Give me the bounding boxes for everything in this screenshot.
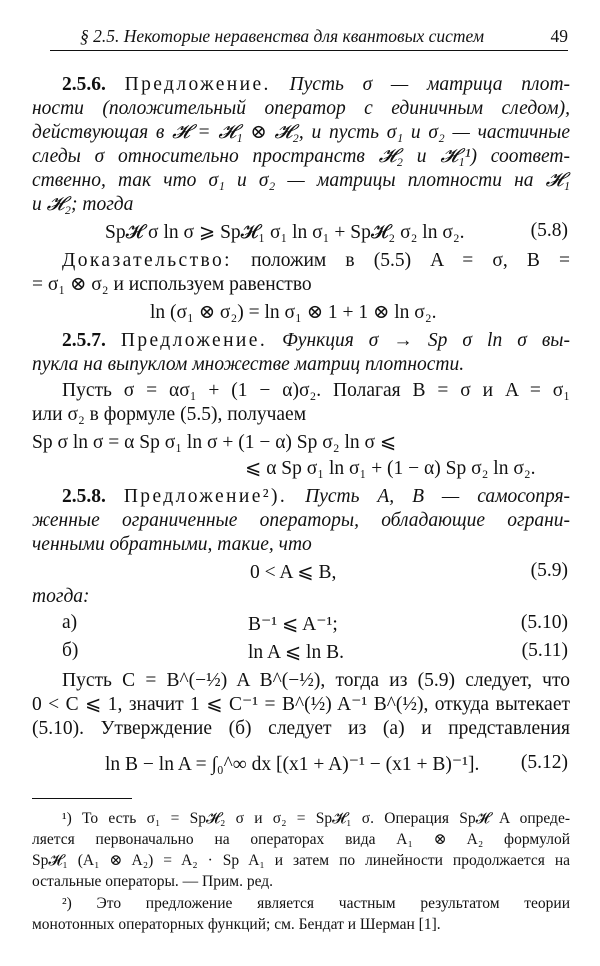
proof-line-1 <box>62 250 570 272</box>
running-header <box>50 26 568 51</box>
footnote-separator <box>32 798 132 799</box>
formula-5-10-number: (5.10) <box>520 612 568 633</box>
prop-258-line-6: (5.10). Утверждение (б) следует из (а) и представления <box>32 718 570 739</box>
page-number: 49 <box>550 26 568 46</box>
prop-256-heading: Предложение. <box>124 74 271 95</box>
footnote-2-line-2: монотонных операторных функций; см. Бендат и Шерман [1]. <box>32 916 441 933</box>
proof-heading: Доказательство: <box>62 250 232 271</box>
footnote-1-line-2: ляется первоначально на операторах вида A₁ ⊗ A₂ формулой <box>32 831 570 848</box>
prop-258-line-3: ченными обратными, такие, что <box>32 534 312 555</box>
prop-256-text-1: Пусть σ — матрица плот- <box>289 74 571 95</box>
footnote-1-line-3: Sp𝓗₁ (A₁ ⊗ A₂) = A₂ · Sp A₁ и затем по линейности продолжается на <box>32 852 570 869</box>
formula-convex-2: ⩽ α Sp σ₁ ln σ₁ + (1 − α) Sp σ₂ ln σ₂. <box>245 458 536 479</box>
formula-5-11-number: (5.11) <box>521 640 568 661</box>
formula-5-12: ln B − ln A = ∫₀^∞ dx [(x1 + A)⁻¹ − (x1 + B)⁻¹]. <box>105 754 480 775</box>
prop-257-text-1: Функция σ → Sp σ ln σ вы- <box>282 330 570 351</box>
then-label: тогда: <box>32 586 90 607</box>
prop-257-number: 2.5.7. <box>62 330 106 351</box>
item-a-label: а) <box>62 612 78 633</box>
prop-257-line-3: Пусть σ = ασ₁ + (1 − α)σ₂. Полагая B = σ и A = σ₁ <box>62 380 570 401</box>
formula-5-12-number: (5.12) <box>520 752 568 773</box>
prop-256-line-4: следы σ относительно пространств 𝓗₂ и 𝓗₁¹) соответ- <box>32 146 570 167</box>
prop-258-line-5: 0 < C ⩽ 1, значит 1 ⩽ C⁻¹ = B^(½) A⁻¹ B^(½), откуда вытекает <box>32 694 570 715</box>
footnote-1-line-4: остальные операторы. — Прим. ред. <box>32 873 274 890</box>
formula-5-9-number: (5.9) <box>530 560 568 581</box>
prop-257-line-2: пукла на выпуклом множестве матриц плотности. <box>32 354 465 375</box>
item-b-label: б) <box>62 640 79 661</box>
prop-257-line-4: или σ₂ в формуле (5.5), получаем <box>32 404 307 425</box>
proof-text-1: положим в (5.5) A = σ, B = <box>251 250 571 271</box>
prop-258-line-2: женные ограниченные операторы, обладающие ограни- <box>32 510 570 531</box>
prop-256-line-3: действующая в 𝓗 = 𝓗₁ ⊗ 𝓗₂, и пусть σ₁ и σ₂ — частичные <box>32 122 570 143</box>
footnote-2-line-1: ²) Это предложение является частным результатом теории <box>62 895 570 912</box>
formula-5-8-number: (5.8) <box>530 220 568 241</box>
footnote-1-line-1: ¹) То есть σ₁ = Sp𝓗₂ σ и σ₂ = Sp𝓗₁ σ. Операция Sp𝓗 A опреде- <box>62 810 570 827</box>
prop-257-line-1 <box>62 330 570 352</box>
prop-258-text-1: Пусть A, B — самосопря- <box>305 486 571 507</box>
prop-256-line-2: ности (положительный оператор с единичным следом), <box>32 98 570 119</box>
formula-5-10: B⁻¹ ⩽ A⁻¹; <box>248 614 338 635</box>
formula-5-9: 0 < A ⩽ B, <box>250 562 337 583</box>
prop-258-line-4: Пусть C = B^(−½) A B^(−½), тогда из (5.9) следует, что <box>62 670 570 691</box>
formula-ln-tensor: ln (σ₁ ⊗ σ₂) = ln σ₁ ⊗ 1 + 1 ⊗ ln σ₂. <box>150 302 437 323</box>
prop-258-number: 2.5.8. <box>62 486 106 507</box>
proof-line-2: = σ₁ ⊗ σ₂ и используем равенство <box>32 274 312 295</box>
formula-5-8: Sp𝓗 σ ln σ ⩾ Sp𝓗₁ σ₁ ln σ₁ + Sp𝓗₂ σ₂ ln σ₂. <box>105 222 465 243</box>
prop-258-line-1 <box>62 486 570 508</box>
prop-256-number: 2.5.6. <box>62 74 106 95</box>
prop-256-line-5: ственно, так что σ₁ и σ₂ — матрицы плотности на 𝓗₁ <box>32 170 570 191</box>
prop-256-line-6: и 𝓗₂; тогда <box>32 194 134 215</box>
formula-convex-1: Sp σ ln σ = α Sp σ₁ ln σ + (1 − α) Sp σ₂ ln σ ⩽ <box>32 432 397 453</box>
prop-256-line-1 <box>62 74 570 96</box>
header-title: § 2.5. Некоторые неравенства для квантовых систем <box>80 26 485 46</box>
prop-257-heading: Предложение. <box>120 330 268 351</box>
prop-258-heading: Предложение²). <box>123 486 288 507</box>
formula-5-11: ln A ⩽ ln B. <box>248 642 344 663</box>
